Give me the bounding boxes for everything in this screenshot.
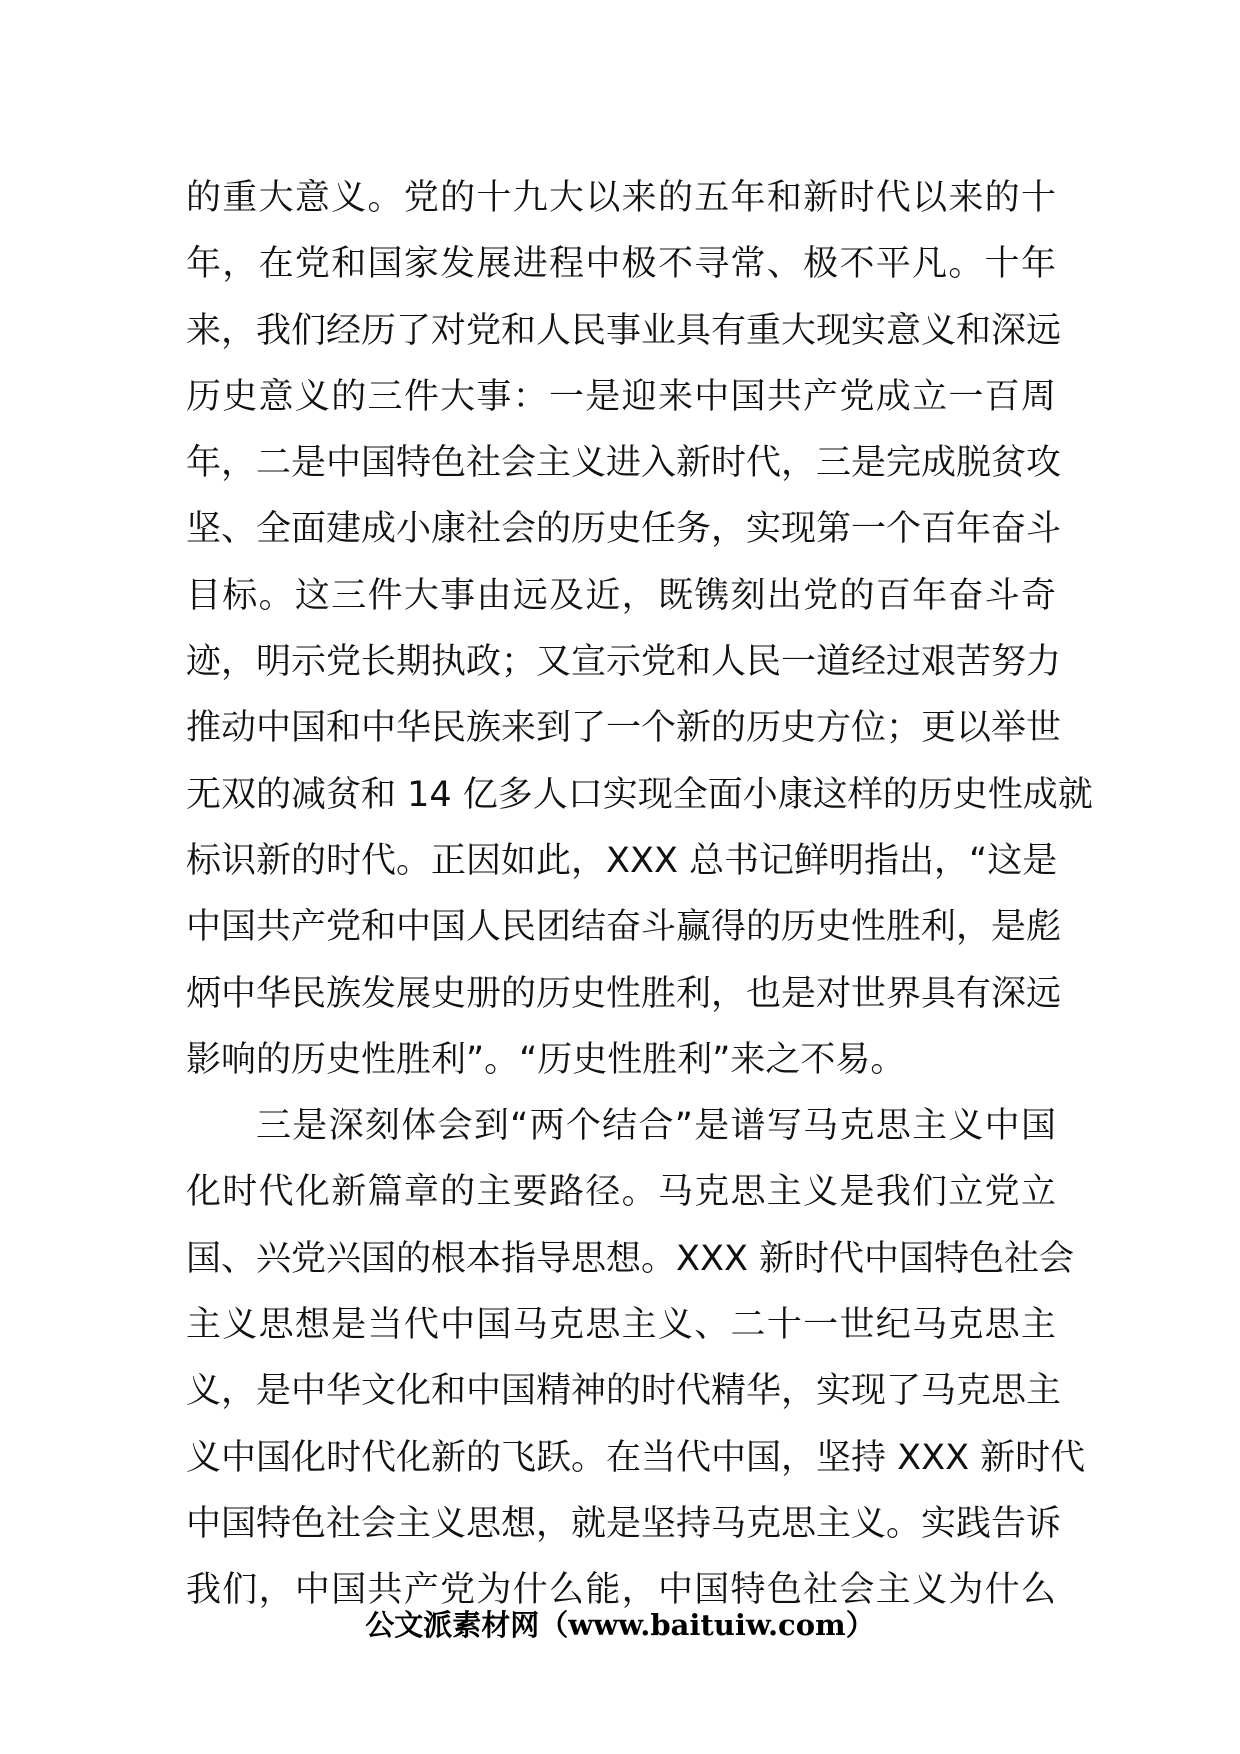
text-line: 化时代化新篇章的主要路径。马克思主义是我们立党立 — [186, 1172, 1056, 1213]
text-line: 国、兴党兴国的根本指导思想。XXX 新时代中国特色社会 — [186, 1238, 1075, 1279]
text-line: 目标。这三件大事由远及近，既镌刻出党的百年奋斗奇 — [186, 575, 1056, 616]
text-line: 中国特色社会主义思想，就是坚持马克思主义。实践告诉 — [186, 1503, 1062, 1544]
text-line: 年，在党和国家发展进程中极不寻常、极不平凡。十年 — [186, 244, 1056, 285]
page-footer-watermark: 公文派素材网（www.baituiw.com） — [365, 1608, 875, 1642]
text-line: 推动中国和中华民族来到了一个新的历史方位；更以举世 — [186, 708, 1062, 749]
text-line: 年，二是中国特色社会主义进入新时代，三是完成脱贫攻 — [186, 443, 1062, 484]
text-line: 中国共产党和中国人民团结奋斗赢得的历史性胜利，是彪 — [186, 907, 1062, 948]
text-line: 标识新的时代。正因如此，XXX 总书记鲜明指出，“这是 — [186, 840, 1058, 881]
text-line: 我们，中国共产党为什么能，中国特色社会主义为什么 — [186, 1570, 1056, 1611]
text-line: 坚、全面建成小康社会的历史任务，实现第一个百年奋斗 — [186, 509, 1062, 550]
text-line: 义中国化时代化新的飞跃。在当代中国，坚持 XXX 新时代 — [186, 1437, 1086, 1478]
text-line: 无双的减贫和 14 亿多人口实现全面小康这样的历史性成就 — [186, 774, 1093, 815]
text-line: 主义思想是当代中国马克思主义、二十一世纪马克思主 — [186, 1305, 1056, 1346]
text-line-paragraph-start: 三是深刻体会到“两个结合”是谱写马克思主义中国 — [256, 1106, 1056, 1147]
text-line: 来，我们经历了对党和人民事业具有重大现实意义和深远 — [186, 310, 1062, 351]
document-body — [186, 165, 1093, 1624]
text-line: 历史意义的三件大事：一是迎来中国共产党成立一百周 — [186, 376, 1056, 417]
text-line-paragraph-end: 影响的历史性胜利”。“历史性胜利”来之不易。 — [186, 1039, 906, 1080]
text-line: 炳中华民族发展史册的历史性胜利，也是对世界具有深远 — [186, 973, 1062, 1014]
text-line: 义，是中华文化和中国精神的时代精华，实现了马克思主 — [186, 1371, 1062, 1412]
text-line: 迹，明示党长期执政；又宣示党和人民一道经过艰苦努力 — [186, 642, 1062, 683]
text-line: 的重大意义。党的十九大以来的五年和新时代以来的十 — [186, 178, 1056, 218]
